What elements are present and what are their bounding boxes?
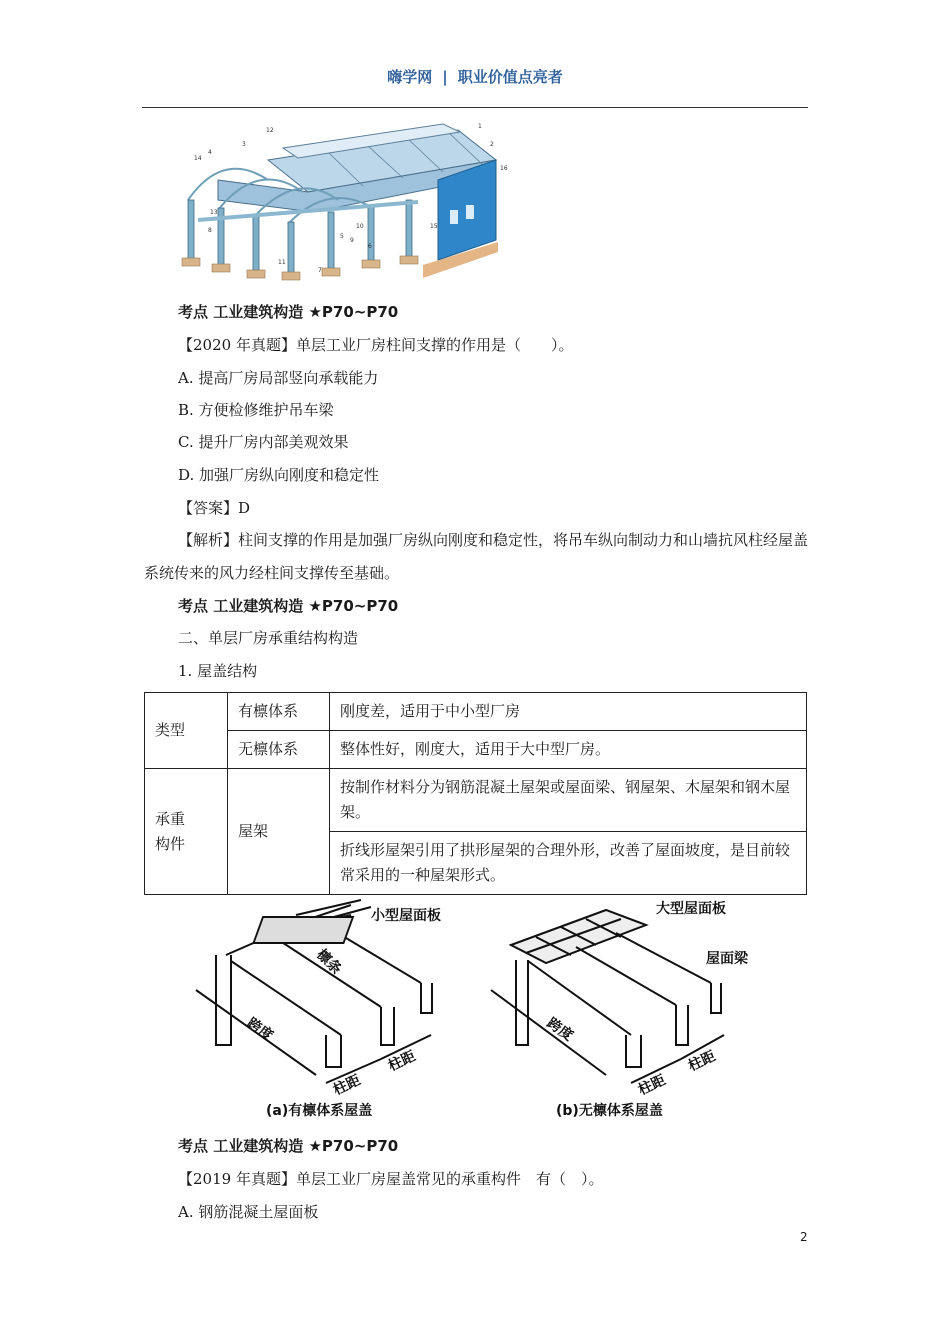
label-bay-a2: 柱距: [385, 1048, 419, 1075]
label-roof-beam: 屋面梁: [706, 951, 748, 967]
header-rule: [142, 107, 808, 108]
cell-member-label: 承重 构件: [145, 769, 228, 895]
subsection-heading: 1. 屋盖结构: [178, 662, 258, 680]
callout-4: 4: [208, 149, 212, 156]
callout-10: 10: [356, 223, 364, 230]
header-separator: |: [442, 68, 448, 86]
analysis: 【解析】柱间支撑的作用是加强厂房纵向刚度和稳定性，将吊车纵向制动力和山墙抗风柱经屋盖系统传来的风力经柱间支撑传至基础。: [144, 531, 809, 582]
page-header: [0, 66, 950, 87]
table-row: [145, 769, 807, 832]
option-a-2019: A. 钢筋混凝土屋面板: [178, 1203, 319, 1221]
question-2019: 【2019 年真题】单层工业厂房屋盖常见的承重构件 有（ ）。: [178, 1170, 604, 1188]
label-bay-a1: 柱距: [330, 1072, 364, 1099]
callout-12: 12: [266, 127, 274, 134]
callout-2: 2: [490, 141, 494, 148]
cell-truss-desc-1: 按制作材料分为钢筋混凝土屋架或屋面梁、钢屋架、木屋架和钢木屋架。: [330, 769, 807, 832]
callout-5: 5: [340, 233, 344, 240]
section-heading: 二、单层厂房承重结构构造: [178, 629, 359, 647]
question-2020: 【2020 年真题】单层工业厂房柱间支撑的作用是（ ）。: [178, 336, 574, 354]
callout-14: 14: [194, 155, 202, 162]
diagram-b: [491, 910, 724, 1083]
label-span-b: 跨度: [543, 1015, 576, 1045]
kaodian-heading-1: 考点 工业建筑构造 ★P70~P70: [178, 303, 399, 321]
callout-9: 9: [350, 237, 354, 244]
label-small-panel: 小型屋面板: [371, 908, 441, 924]
table-row: [145, 693, 807, 731]
kaodian-heading-3: 考点 工业建筑构造 ★P70~P70: [178, 1137, 399, 1155]
label-purlin: 檩条: [313, 946, 345, 978]
brand-name: 嗨学网: [387, 68, 433, 86]
callout-1: 1: [478, 123, 482, 130]
callout-7: 7: [318, 267, 322, 274]
option-c: C. 提升厂房内部美观效果: [178, 433, 349, 451]
cell-truss: 屋架: [228, 769, 330, 895]
cell-purlin-name: 有檩体系: [228, 693, 330, 731]
callout-3: 3: [242, 141, 246, 148]
cell-truss-desc-2: 折线形屋架引用了拱形屋架的合理外形，改善了屋面坡度，是目前较常采用的一种屋架形式。: [330, 832, 807, 895]
callout-15: 15: [430, 223, 438, 230]
label-large-panel: 大型屋面板: [656, 901, 726, 917]
factory-structure-illustration: [178, 120, 512, 292]
cell-type-label: 类型: [145, 693, 228, 769]
callout-11: 11: [278, 259, 286, 266]
option-d: D. 加强厂房纵向刚度和稳定性: [178, 466, 380, 484]
page-number: 2: [800, 1230, 808, 1244]
cell-purlin-desc: 刚度差，适用于中小型厂房: [330, 693, 807, 731]
callout-8: 8: [208, 227, 212, 234]
cell-nopurlin-name: 无檩体系: [228, 731, 330, 769]
option-a: A. 提高厂房局部竖向承载能力: [178, 369, 379, 387]
cell-nopurlin-desc: 整体性好，刚度大，适用于大中型厂房。: [330, 731, 807, 769]
label-bay-b1: 柱距: [635, 1072, 669, 1099]
roof-system-diagrams: [176, 895, 756, 1125]
brand-slogan: 职业价值点亮者: [457, 68, 563, 86]
caption-a: (a)有檩体系屋盖: [266, 1103, 373, 1119]
answer: 【答案】D: [178, 499, 251, 517]
label-span-a: 跨度: [243, 1015, 276, 1045]
option-b: B. 方便检修维护吊车梁: [178, 401, 334, 419]
kaodian-heading-2: 考点 工业建筑构造 ★P70~P70: [178, 597, 399, 615]
roof-structure-table: [144, 692, 807, 895]
table-row: [145, 731, 807, 769]
label-bay-b2: 柱距: [685, 1048, 719, 1075]
caption-b: (b)无檩体系屋盖: [556, 1103, 663, 1119]
callout-13: 13: [210, 209, 218, 216]
callout-16: 16: [500, 165, 508, 172]
callout-6: 6: [368, 243, 372, 250]
